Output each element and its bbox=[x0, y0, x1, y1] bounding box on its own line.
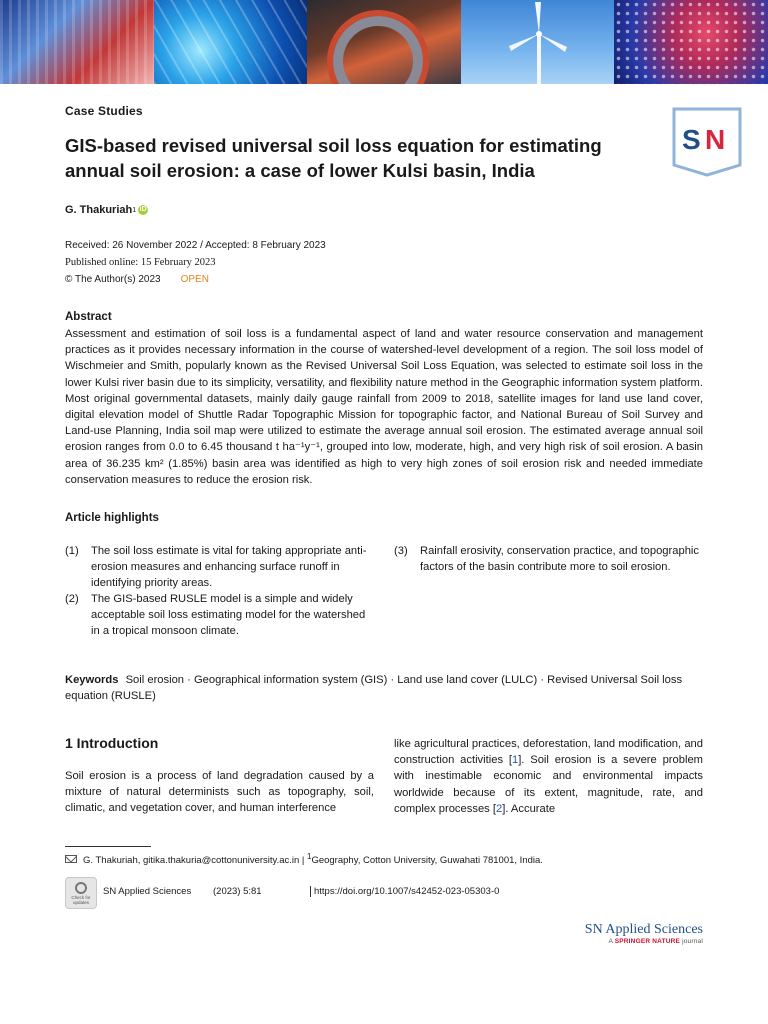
intro-text: ]. Accurate bbox=[502, 802, 556, 815]
journal-brand bbox=[520, 922, 703, 945]
highlight-item bbox=[65, 591, 375, 639]
article-title: GIS-based revised universal soil loss equation for estimating annual soil erosion: a case of lower Kulsi basin, India bbox=[65, 135, 602, 181]
highlight-number: (1) bbox=[65, 545, 79, 557]
keywords bbox=[65, 672, 705, 704]
highlight-text: The GIS-based RUSLE model is a simple and widely acceptable soil loss estimating model for the watershed in a tropical monsoon climate. bbox=[91, 593, 366, 637]
citation-link[interactable]: 2 bbox=[495, 802, 503, 815]
highlight-item bbox=[65, 543, 375, 591]
badge-text: Check for updates bbox=[71, 894, 91, 905]
highlights-heading: Article highlights bbox=[65, 512, 159, 524]
introduction-left-column: Soil erosion is a process of land degradation caused by a mixture of natural determinists such as topography, soil, climatic, and vegetation cover, and human interference bbox=[65, 770, 374, 815]
banner-image-wind-turbine bbox=[461, 0, 615, 84]
introduction-heading: 1 Introduction bbox=[65, 735, 159, 751]
footnote-contact: G. Thakuriah, gitika.thakuria@cottonuniversity.ac.in | bbox=[83, 855, 308, 867]
brand-prefix: A bbox=[608, 938, 613, 945]
journal-name: SN Applied Sciences bbox=[103, 886, 192, 897]
check-for-updates-icon bbox=[75, 882, 87, 894]
footnote-marker: 1 bbox=[307, 852, 312, 861]
journal-volume: (2023) 5:81 bbox=[213, 886, 262, 897]
highlight-text: Rainfall erosivity, conservation practice, and topographic factors of the basin contribute more to soil erosion. bbox=[420, 545, 700, 573]
copyright: © The Author(s) 2023 bbox=[65, 274, 161, 285]
brand-publisher: SPRINGER NATURE bbox=[614, 938, 681, 945]
published-online: Published online: 15 February 2023 bbox=[65, 257, 216, 268]
banner-image-3 bbox=[307, 0, 461, 84]
footnote bbox=[65, 852, 543, 866]
keywords-text: Soil erosion · Geographical information system (GIS) · Land use land cover (LULC) · Revised Universal Soil loss equation (RUSLE) bbox=[65, 674, 683, 702]
brand-subline bbox=[520, 938, 703, 945]
orcid-icon[interactable]: iD bbox=[139, 206, 147, 213]
author-name: G. Thakuriah bbox=[65, 204, 133, 216]
banner-image-2 bbox=[154, 0, 308, 84]
footnote-divider bbox=[65, 846, 151, 847]
open-access-label[interactable]: OPEN bbox=[180, 274, 209, 285]
keywords-label: Keywords bbox=[65, 674, 119, 686]
highlight-number: (3) bbox=[394, 545, 408, 557]
intro-text: ]. Soil erosion is a severe problem with inestimable economic and environmental impacts worldwide because of its extent, magnitude, rate, and complex processes [ bbox=[394, 754, 703, 815]
footnote-affiliation: Geography, Cotton University, Guwahati 781001, India. bbox=[311, 855, 543, 867]
section-label: Case Studies bbox=[65, 104, 143, 118]
footnote-text[interactable] bbox=[83, 852, 543, 866]
highlight-item bbox=[394, 543, 704, 575]
brand-suffix: journal bbox=[682, 938, 703, 945]
svg-text:S: S bbox=[682, 124, 701, 155]
copyright-line bbox=[65, 274, 209, 285]
header-banner bbox=[0, 0, 768, 84]
intro-text: like agricultural practices, deforestation, land modification, and construction activities [ bbox=[394, 738, 703, 767]
banner-image-1 bbox=[0, 0, 154, 84]
sn-logo bbox=[672, 107, 742, 177]
brand-name: SN Applied Sciences bbox=[584, 922, 703, 937]
banner-image-5 bbox=[614, 0, 768, 84]
abstract-body: Assessment and estimation of soil loss is a fundamental aspect of land and water resource conservation and management practices as it provides necessary information in the course of watershed-level development of a region. The soil loss model of Wischmeier and Smith, popularly known as the Revised Universal Soil Loss Equation, was selected to estimate soil loss in the lower Kulsi river basin due to its simplicity, versatility, and flexibility nature method in the Geographic information system platform. Most original governmental datasets, mainly daily gauge rainfall from 2009 to 2018, satellite images for land use land cover, digital elevation model of Shuttle Radar Topographic Mission for topographic factor, and National Bureau of Soil Survey and Land-use Planning, India soil map were utilized to estimate the average annual soil erosion. The estimated average annual soil erosion ranges from 0.0 to 6.45 thousand t ha⁻¹y⁻¹, grouped into low, moderate, high, and very high risk of soil erosion. A basin area of 36.235 km² (1.85%) basin area was identified as high to very high zones of soil erosion risk and needed immediate conservation measures to reduce the erosion risk. bbox=[65, 328, 703, 486]
highlight-number: (2) bbox=[65, 593, 79, 605]
check-for-updates-badge[interactable] bbox=[65, 877, 97, 909]
doi-link[interactable]: https://doi.org/10.1007/s42452-023-05303-0 bbox=[310, 886, 499, 897]
author-affiliation-marker: 1 bbox=[132, 206, 137, 214]
received-accepted: Received: 26 November 2022 / Accepted: 8 February 2023 bbox=[65, 240, 326, 251]
svg-text:N: N bbox=[705, 124, 726, 155]
author[interactable] bbox=[65, 204, 148, 216]
citation-link[interactable]: 1 bbox=[511, 754, 519, 767]
abstract-heading: Abstract bbox=[65, 311, 112, 323]
mail-icon bbox=[65, 855, 77, 863]
introduction-right-column bbox=[394, 736, 703, 817]
highlight-text: The soil loss estimate is vital for taking appropriate anti-erosion measures and enhancing surface runoff in identifying priority areas. bbox=[91, 545, 367, 589]
